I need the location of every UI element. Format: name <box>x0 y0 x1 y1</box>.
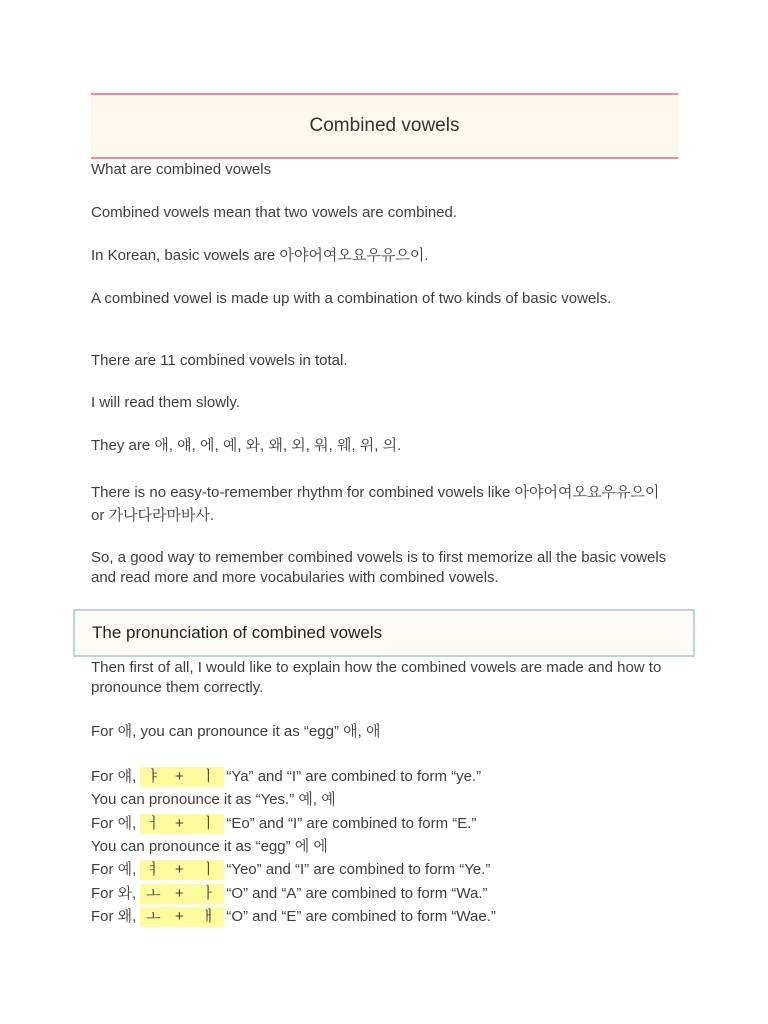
paragraph-read-slowly: I will read them slowly. <box>91 394 240 411</box>
vowel-combination-highlight: ㅑ + ㅣ <box>140 767 224 787</box>
paragraph-ae: For 애, you can pronounce it as “egg” 애, 애 <box>91 723 381 740</box>
list-item: For 에, ㅓ + ㅣ “Eo” and “I” are combined to form “E.” <box>91 815 477 832</box>
vowel-combination-highlight: ㅗ + ㅏ <box>140 884 224 904</box>
paragraph-vowel-list: They are 애, 얘, 에, 예, 와, 왜, 외, 워, 웨, 위, 의. <box>91 437 402 454</box>
list-item: For 와, ㅗ + ㅏ “O” and “A” are combined to form “Wa.” <box>91 885 488 902</box>
paragraph-basic-vowels: In Korean, basic vowels are 아야어여오요우유으이. <box>91 247 429 264</box>
paragraph-no-rhythm: There is no easy-to-remember rhythm for combined vowels like 아야어여오요우유으이 or 가나다라마바사. <box>91 484 660 524</box>
list-item: For 예, ㅕ + ㅣ “Yeo” and “I” are combined to form “Ye.” <box>91 861 491 878</box>
list-item: For 왜, ㅗ + ㅐ “O” and “E” are combined to form “Wae.” <box>91 908 496 925</box>
vowel-combination-highlight: ㅓ + ㅣ <box>140 814 224 834</box>
paragraph-explain: Then first of all, I would like to explain how the combined vowels are made and how to pronounce them correctly. <box>91 659 662 696</box>
paragraph-definition: Combined vowels mean that two vowels are combined. <box>91 204 458 221</box>
paragraph-what-are: What are combined vowels <box>91 161 272 178</box>
list-item: You can pronounce it as “egg” 에 에 <box>91 838 328 855</box>
list-item: For 얘, ㅑ + ㅣ “Ya” and “I” are combined to form “ye.” <box>91 768 482 785</box>
vowel-combination-highlight: ㅗ + ㅐ <box>140 907 224 927</box>
paragraph-combination: A combined vowel is made up with a combination of two kinds of basic vowels. <box>91 290 612 307</box>
section-heading: The pronunciation of combined vowels <box>73 609 695 657</box>
paragraph-memorize: So, a good way to remember combined vowels is to first memorize all the basic vowels and read more and more vocabularies with combined vowels. <box>91 549 667 586</box>
page-title: Combined vowels <box>91 93 678 159</box>
vowel-combination-highlight: ㅕ + ㅣ <box>140 860 224 880</box>
list-item: You can pronounce it as “Yes.” 예, 예 <box>91 791 336 808</box>
paragraph-count: There are 11 combined vowels in total. <box>91 352 348 369</box>
